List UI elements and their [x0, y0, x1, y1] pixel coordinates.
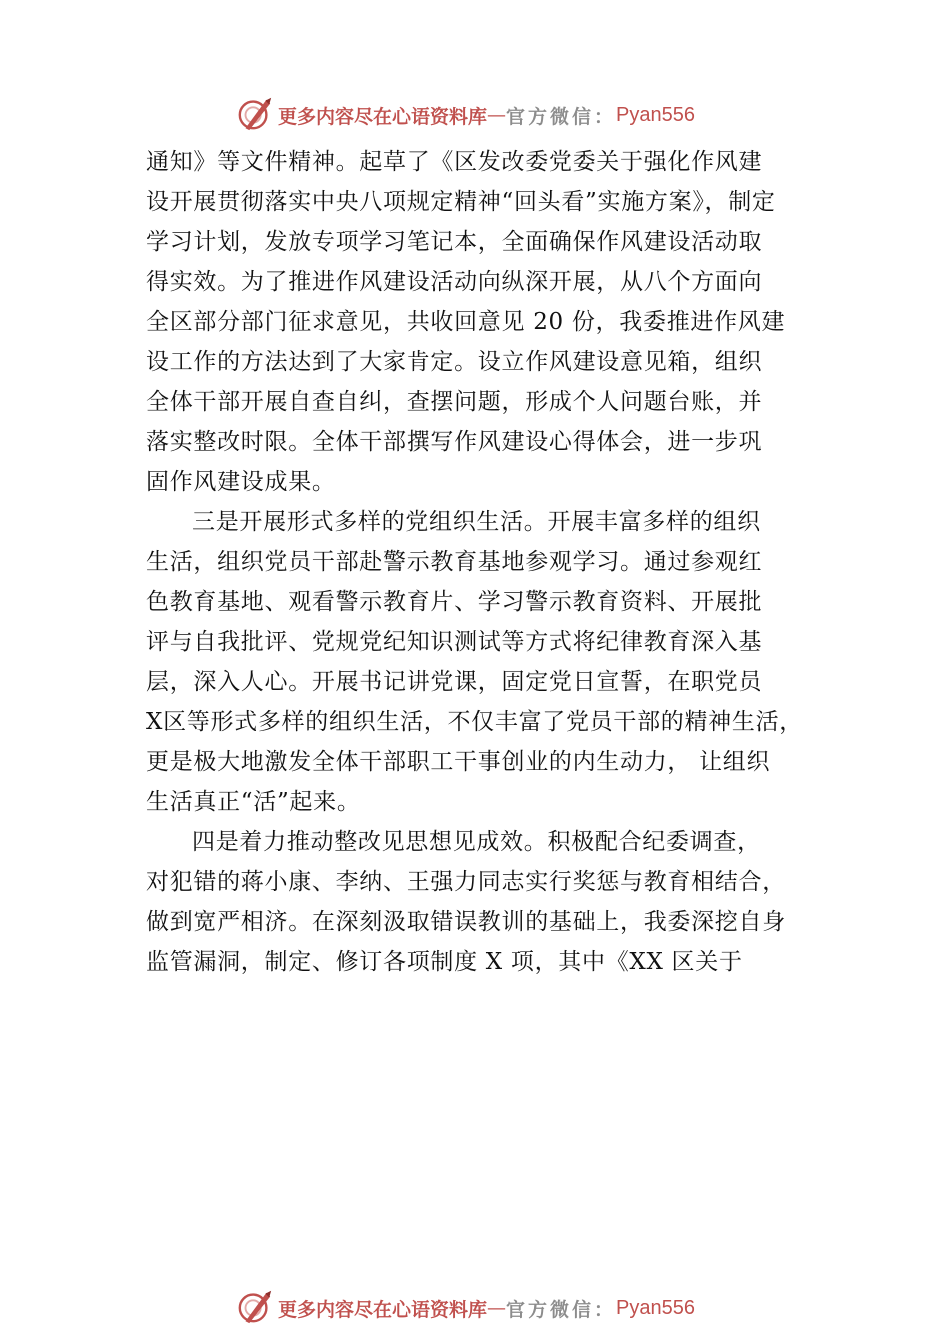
text-line: 评与自我批评、党规党纪知识测试等方式将纪律教育深入基 — [146, 629, 763, 655]
text-line: 落实整改时限。全体干部撰写作风建设心得体会，进一步巩 — [146, 429, 763, 455]
text-line: 监管漏洞，制定、修订各项制度 X 项，其中《XX 区关于 — [146, 949, 743, 975]
text-line: 设工作的方法达到了大家肯定。设立作风建设意见箱，组织 — [146, 349, 763, 375]
footer-banner — [236, 1288, 695, 1328]
text-line: 学习计划，发放专项学习笔记本，全面确保作风建设活动取 — [146, 229, 763, 255]
text-line: 色教育基地、观看警示教育片、学习警示教育资料、开展批 — [146, 589, 763, 615]
banner-account-id: Pyan556 — [616, 103, 695, 126]
text-line: 生活，组织党员干部赴警示教育基地参观学习。通过参观红 — [146, 549, 763, 575]
header-banner — [236, 95, 695, 135]
text-line: 生活真正“活”起来。 — [146, 789, 361, 815]
text-line: 更是极大地激发全体干部职工干事创业的内生动力， 让组织 — [146, 749, 771, 775]
text-line: 设开展贯彻落实中央八项规定精神“回头看”实施方案》，制定 — [146, 189, 776, 215]
banner-official-label: 官方微信： — [506, 1298, 617, 1321]
banner-title: 更多内容尽在心语资料库 — [278, 1298, 488, 1321]
banner-official-label: 官方微信： — [506, 105, 617, 128]
text-line: 通知》等文件精神。起草了《区发改委党委关于强化作风建 — [146, 149, 763, 175]
quill-pen-icon — [236, 1287, 278, 1329]
text-line: 得实效。为了推进作风建设活动向纵深开展，从八个方面向 — [146, 269, 763, 295]
text-line: 固作风建设成果。 — [146, 469, 336, 495]
banner-title: 更多内容尽在心语资料库 — [278, 105, 488, 128]
text-line: 全体干部开展自查自纠，查摆问题，形成个人问题台账，并 — [146, 389, 763, 415]
document-body — [146, 142, 846, 982]
text-line: X区等形式多样的组织生活，不仅丰富了党员干部的精神生活， — [146, 709, 803, 735]
text-line: 对犯错的蒋小康、李纳、王强力同志实行奖惩与教育相结合， — [146, 869, 786, 895]
banner-separator: — — [487, 1297, 507, 1319]
text-line: 做到宽严相济。在深刻汲取错误教训的基础上，我委深挖自身 — [146, 909, 786, 935]
text-line: 全区部分部门征求意见，共收回意见 20 份，我委推进作风建 — [146, 309, 786, 335]
banner-account-id: Pyan556 — [616, 1296, 695, 1319]
text-line: 层，深入人心。开展书记讲党课，固定党日宣誓，在职党员 — [146, 669, 763, 695]
text-line: 四是着力推动整改见思想见成效。积极配合纪委调查， — [192, 829, 761, 855]
text-line: 三是开展形式多样的党组织生活。开展丰富多样的组织 — [192, 509, 761, 535]
banner-separator: — — [487, 104, 507, 126]
quill-pen-icon — [236, 94, 278, 136]
